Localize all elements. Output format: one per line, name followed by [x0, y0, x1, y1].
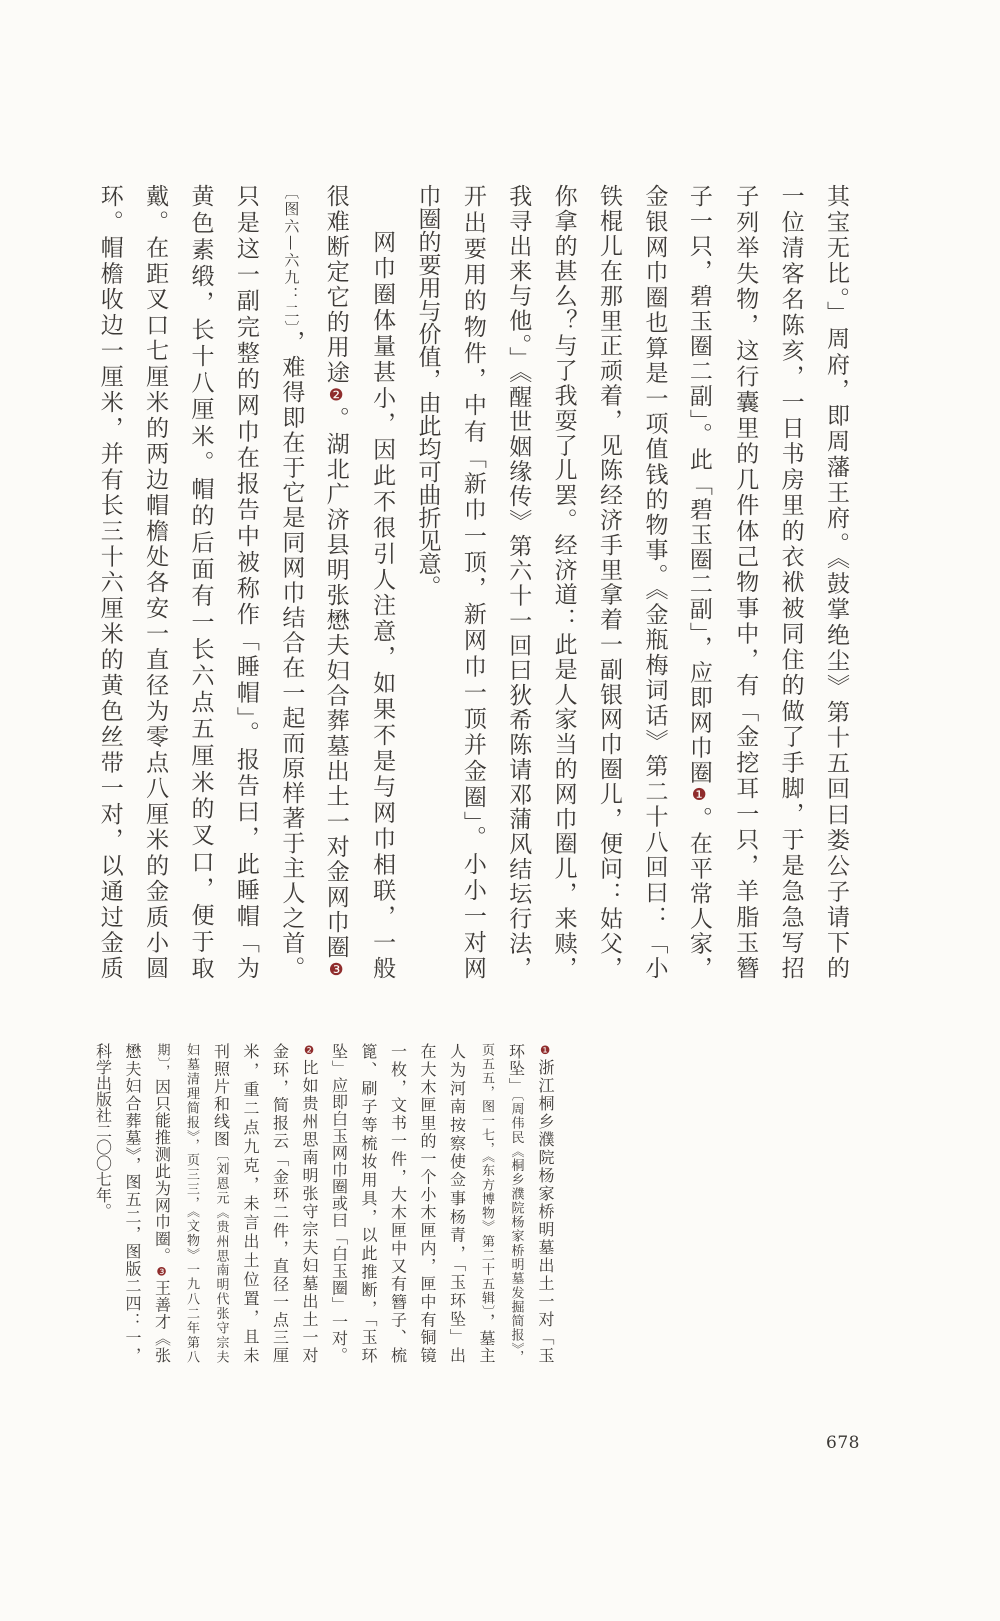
- text-column: [722, 184, 767, 979]
- footnote-text: ，墓主: [477, 1312, 496, 1364]
- text-segment: 戴。在距叉口七厘米的两边帽檐处各安一直径为零点八厘米的金质小圆: [142, 184, 169, 979]
- footnote-text: 一枚，文书一件，大木匣中又有簪子、梳: [388, 1043, 408, 1363]
- footnote-text: 金环，简报云「金环二件，直径一点三厘: [270, 1043, 290, 1363]
- footnote-citation: 期〕，: [154, 1043, 170, 1079]
- text-column: [313, 184, 358, 979]
- note-marker: ❷: [326, 385, 346, 407]
- text-segment: 其宝无比。」周府，即周藩王府。《鼓掌绝尘》第十五回曰娄公子请下的: [823, 184, 849, 979]
- text-segment: 环。帽檐收边一厘米，并有长三十六厘米的黄色丝带一对，以通过金质: [96, 184, 123, 979]
- text-segment: 你拿的甚么？与了我耍了儿罢。经济道：此是人家当的网巾圈儿，来赎，: [550, 184, 577, 979]
- footnote-citation: 〔周伟民《桐乡濮院杨家桥明墓发掘简报》，: [508, 1094, 524, 1364]
- footnote-text: 浙江桐乡濮院杨家桥明墓出土一对「玉: [536, 1059, 555, 1363]
- footnote-text: 比如贵州思南明张守宗夫妇墓出土一对: [300, 1059, 319, 1363]
- note-marker: ❸: [326, 960, 346, 980]
- text-segment: 很难断定它的用途: [322, 184, 349, 386]
- note-marker: ❶: [689, 785, 709, 807]
- footnote-text: 刊照片和线图: [211, 1043, 231, 1148]
- text-segment: 铁棍儿在那里正顽着，见陈经济手里拿着一副银网巾圈儿，便问：姑父，: [596, 184, 623, 979]
- footnote-text: 环坠」: [506, 1043, 526, 1095]
- footnote-citation: 妇墓清理简报》，页三三，《文物》一九八二年第八: [184, 1043, 199, 1363]
- text-segment: 开出要用的物件，中有「新巾一顶，新网巾一顶并金圈」。小小一对网: [459, 184, 486, 979]
- footnote-column: [531, 1043, 561, 1363]
- text-segment: 金银网巾圈也算是一项值钱的物事。《金瓶梅词话》第二十八回曰：「小: [641, 184, 668, 979]
- note-marker: ❶: [538, 1043, 552, 1059]
- footnote-text: 在大木匣里的一个小木匣内，匣中有铜镜: [418, 1043, 437, 1363]
- note-marker: ❸: [154, 1264, 169, 1280]
- footnote-text: 科学出版社二〇〇七年。: [93, 1043, 113, 1219]
- footnote-text: 因只能推测此为网巾圈。: [152, 1078, 172, 1265]
- figure-reference: 〔图六—六九：二〕: [282, 184, 301, 330]
- footnote-column: [147, 1043, 177, 1363]
- footnote-text: 米，重二点九克，未言出土位置，且未: [241, 1043, 260, 1363]
- footnote-column: [383, 1043, 413, 1363]
- footnote-text: 篦、刷子等梳妆用具，以此推断，「玉环: [359, 1043, 378, 1363]
- footnote-citation: 页五五，图一七，《东方博物》第二十五辑〕: [479, 1043, 494, 1313]
- footnote-column: [177, 1043, 207, 1363]
- footnote-text: 懋夫妇合葬墓》，图五二，图版二四：一，: [123, 1043, 142, 1363]
- text-column: [586, 184, 631, 979]
- text-column: [223, 184, 268, 979]
- text-column: [813, 184, 858, 979]
- text-segment: 。在平常人家，: [685, 806, 712, 979]
- text-segment: 黄色素缎，长十八厘米。帽的后面有一长六点五厘米的叉口，便于取: [187, 184, 214, 979]
- page-number: 678: [826, 1433, 860, 1453]
- text-column: [177, 184, 222, 979]
- text-column: [449, 184, 494, 979]
- text-segment: 只是这一副完整的网巾在报告中被称作「睡帽」。报告曰，此睡帽「为: [232, 184, 259, 979]
- footnote-column: [354, 1043, 384, 1363]
- footnote-column: [118, 1043, 148, 1363]
- footnote-column: [206, 1043, 236, 1363]
- text-segment: 我寻出来与他。」《醒世姻缘传》第六十一回曰狄希陈请邓蒲风结坛行法，: [505, 184, 532, 979]
- footnote-text: 人为河南按察使佥事杨青，「玉环坠」出: [447, 1043, 467, 1363]
- footnotes: [88, 1043, 560, 1363]
- main-text: [86, 184, 858, 979]
- footnote-text: 坠」应即白玉网巾圈或曰「白玉圈」一对。: [329, 1043, 349, 1363]
- text-segment: 网巾圈体量甚小，因此不很引人注意，如果不是与网巾相联，一般: [369, 230, 396, 979]
- text-column: [676, 184, 721, 979]
- text-column: [132, 184, 177, 979]
- text-segment: 子列举失物，这行囊里的几件体己物事中，有「金挖耳一只，羊脂玉簪: [732, 184, 759, 979]
- text-column: [359, 184, 404, 979]
- footnote-text: 王善才《张: [152, 1279, 172, 1364]
- note-marker: ❷: [302, 1043, 316, 1059]
- text-column: [631, 184, 676, 979]
- text-column: [86, 184, 131, 979]
- text-column: [404, 184, 449, 979]
- text-column: [767, 184, 812, 979]
- text-segment: ，难得即在于它是同网巾结合在一起而原样著于主人之首。: [278, 329, 305, 980]
- footnote-column: [265, 1043, 295, 1363]
- footnote-column: [295, 1043, 325, 1363]
- footnote-column: [442, 1043, 472, 1363]
- text-segment: 子一只，碧玉圈二副」。此「碧玉圈二副」，应即网巾圈: [685, 184, 712, 786]
- footnote-column: [501, 1043, 531, 1363]
- text-column: [268, 184, 313, 979]
- footnote-column: [236, 1043, 266, 1363]
- footnote-column: [413, 1043, 443, 1363]
- text-segment: 。湖北广济县明张懋夫妇合葬墓出土一对金网巾圈: [322, 406, 349, 961]
- text-column: [495, 184, 540, 979]
- footnote-column: [324, 1043, 354, 1363]
- footnote-citation: 〔刘恩元《贵州思南明代张守宗夫: [213, 1147, 229, 1364]
- text-segment: 巾圈的要用与价值，由此均可曲折见意。: [414, 184, 441, 598]
- footnote-column: [88, 1043, 118, 1363]
- text-segment: 一位清客名陈亥，一日书房里的衣袱被同住的做了手脚，于是急急写招: [777, 184, 804, 979]
- text-column: [540, 184, 585, 979]
- footnote-column: [472, 1043, 502, 1363]
